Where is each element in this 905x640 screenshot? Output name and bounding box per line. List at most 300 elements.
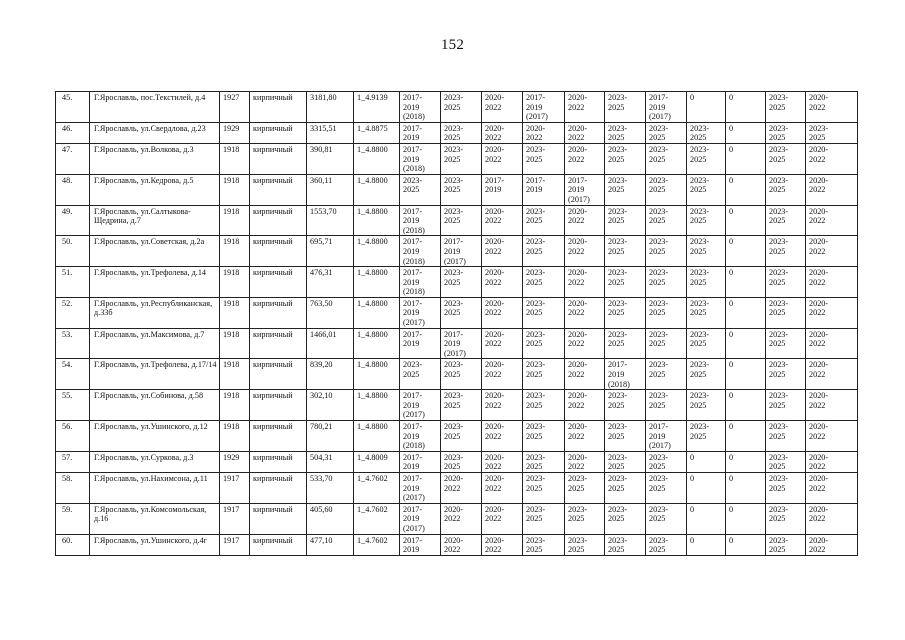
address-text: Г.Ярославль, ул.Трефолева, д.14 [94, 268, 207, 278]
cell-period-col-2 [441, 92, 482, 123]
cell-year-built [220, 267, 250, 298]
period-col-11-text: 2020- 2022 [809, 144, 829, 164]
period-col-6-text: 2023- 2025 [608, 237, 628, 256]
cell-period-col-4 [523, 236, 565, 267]
cell-period-col-6 [605, 174, 646, 205]
area-text: 1553,70 [310, 206, 337, 216]
period-col-7-text: 2023- 2025 [649, 329, 669, 349]
cell-period-col-7 [646, 267, 687, 298]
period-col-10-text: 2023- 2025 [769, 123, 789, 143]
cell-year-built [220, 534, 250, 555]
period-col-8-text: 0 [690, 452, 695, 462]
cell-period-col-11 [806, 359, 858, 390]
cell-code [354, 297, 400, 328]
cell-period-col-6 [605, 297, 646, 328]
period-col-4-text: 2023- 2025 [526, 144, 546, 164]
period-col-8-text: 0 [690, 504, 695, 514]
cell-wall-material [250, 390, 307, 421]
cell-period-col-5 [565, 328, 605, 359]
cell-period-col-7 [646, 122, 687, 143]
cell-area [307, 534, 354, 555]
cell-period-col-4 [523, 174, 565, 205]
address-text: Г.Ярославль, ул.Трефолева, д.17/14 [94, 360, 217, 370]
period-col-2-text: 2023- 2025 [444, 144, 464, 164]
period-col-4-text: 2020- 2022 [526, 123, 546, 143]
period-col-6-text: 2023- 2025 [608, 329, 628, 349]
cell-address [90, 297, 220, 328]
cell-year-built [220, 205, 250, 236]
period-col-11-text: 2020- 2022 [809, 268, 829, 287]
cell-period-col-9 [726, 359, 766, 390]
cell-period-col-11 [806, 390, 858, 421]
period-col-8-text: 2023- 2025 [690, 329, 710, 349]
period-col-10-text: 2023- 2025 [769, 144, 789, 164]
code-text: 1_4.8800 [357, 391, 388, 401]
period-col-7-text: 2023- 2025 [649, 535, 669, 555]
period-col-1-text: 2017- 2019 (2018) [403, 268, 425, 297]
cell-wall-material [250, 92, 307, 123]
period-col-7-text: 2017- 2019 (2017) [649, 93, 671, 122]
cell-period-col-5 [565, 390, 605, 421]
cell-year-built [220, 390, 250, 421]
cell-period-col-8 [687, 205, 726, 236]
cell-period-col-10 [766, 328, 806, 359]
period-col-4-text: 2023- 2025 [526, 391, 546, 410]
cell-period-col-10 [766, 451, 806, 472]
cell-year-built [220, 122, 250, 143]
cell-period-col-8 [687, 359, 726, 390]
cell-address [90, 205, 220, 236]
area-text: 3181,80 [310, 93, 337, 102]
period-col-3-text: 2020- 2022 [485, 391, 505, 410]
period-col-2-text: 2017- 2019 (2017) [444, 329, 466, 358]
address-text: Г.Ярославль, ул.Комсомольская, д.16 [94, 504, 207, 524]
period-col-8-text: 2023- 2025 [690, 123, 710, 143]
period-col-1-text: 2023- 2025 [403, 360, 423, 380]
cell-period-col-7 [646, 390, 687, 421]
period-col-1-text: 2017- 2019 (2018) [403, 237, 425, 266]
period-col-5-text: 2017- 2019 (2017) [568, 175, 590, 204]
period-col-9-text: 0 [729, 329, 734, 339]
cell-period-col-3 [482, 503, 523, 534]
period-col-9-text: 0 [729, 360, 734, 370]
row-number-text: 45. [62, 93, 73, 102]
cell-period-col-2 [441, 328, 482, 359]
period-col-10-text: 2023- 2025 [769, 237, 789, 256]
period-col-1-text: 2017- 2019 (2018) [403, 93, 425, 122]
wall-material-text: кирпичный [253, 175, 293, 185]
period-col-2-text: 2023- 2025 [444, 360, 464, 380]
period-col-4-text: 2023- 2025 [526, 473, 546, 493]
period-col-6-text: 2023- 2025 [608, 93, 628, 112]
wall-material-text: кирпичный [253, 452, 293, 462]
code-text: 1_4.8800 [357, 144, 388, 154]
cell-period-col-7 [646, 421, 687, 452]
cell-period-col-7 [646, 92, 687, 123]
cell-row-number [56, 472, 90, 503]
address-text: Г.Ярославль, ул.Собинова, д.58 [94, 391, 204, 401]
cell-wall-material [250, 534, 307, 555]
cell-period-col-10 [766, 503, 806, 534]
cell-period-col-5 [565, 534, 605, 555]
cell-period-col-2 [441, 534, 482, 555]
cell-period-col-9 [726, 92, 766, 123]
code-text: 1_4.8800 [357, 422, 388, 431]
cell-period-col-5 [565, 174, 605, 205]
cell-address [90, 359, 220, 390]
period-col-3-text: 2020- 2022 [485, 504, 505, 524]
cell-address [90, 143, 220, 174]
period-col-6-text: 2023- 2025 [608, 422, 628, 441]
period-col-5-text: 2020- 2022 [568, 391, 588, 410]
cell-row-number [56, 236, 90, 267]
wall-material-text: кирпичный [253, 473, 293, 483]
cell-wall-material [250, 503, 307, 534]
cell-period-col-10 [766, 359, 806, 390]
cell-period-col-5 [565, 236, 605, 267]
cell-period-col-9 [726, 421, 766, 452]
period-col-9-text: 0 [729, 237, 734, 247]
code-text: 1_4.8800 [357, 268, 388, 278]
cell-period-col-11 [806, 143, 858, 174]
cell-area [307, 122, 354, 143]
wall-material-text: кирпичный [253, 144, 293, 154]
cell-address [90, 421, 220, 452]
cell-row-number [56, 143, 90, 174]
cell-code [354, 174, 400, 205]
cell-period-col-2 [441, 267, 482, 298]
cell-code [354, 328, 400, 359]
period-col-4-text: 2023- 2025 [526, 329, 546, 349]
period-col-7-text: 2023- 2025 [649, 206, 669, 226]
cell-period-col-10 [766, 174, 806, 205]
cell-period-col-3 [482, 390, 523, 421]
address-text: Г.Ярославль, ул.Свердлова, д.23 [94, 123, 206, 133]
year-built-text: 1918 [223, 360, 240, 370]
period-col-10-text: 2023- 2025 [769, 504, 789, 524]
cell-period-col-7 [646, 205, 687, 236]
period-col-7-text: 2023- 2025 [649, 237, 669, 256]
period-col-1-text: 2017- 2019 [403, 329, 423, 349]
address-text: Г.Ярославль, ул.Суркова, д.3 [94, 452, 194, 462]
cell-year-built [220, 328, 250, 359]
table-row [56, 205, 858, 236]
period-col-1-text: 2017- 2019 (2018) [403, 422, 425, 451]
cell-period-col-8 [687, 421, 726, 452]
cell-period-col-2 [441, 421, 482, 452]
cell-wall-material [250, 421, 307, 452]
period-col-2-text: 2020- 2022 [444, 504, 464, 524]
year-built-text: 1917 [223, 473, 240, 483]
cell-period-col-4 [523, 359, 565, 390]
period-col-10-text: 2023- 2025 [769, 452, 789, 472]
period-col-4-text: 2023- 2025 [526, 268, 546, 287]
period-col-2-text: 2023- 2025 [444, 206, 464, 226]
cell-period-col-4 [523, 472, 565, 503]
cell-period-col-1 [400, 267, 441, 298]
wall-material-text: кирпичный [253, 391, 293, 401]
cell-period-col-11 [806, 267, 858, 298]
code-text: 1_4.7602 [357, 535, 388, 545]
period-col-6-text: 2023- 2025 [608, 391, 628, 410]
area-text: 360,11 [310, 175, 333, 185]
period-col-1-text: 2017- 2019 (2017) [403, 473, 425, 503]
cell-address [90, 503, 220, 534]
cell-period-col-1 [400, 503, 441, 534]
cell-period-col-7 [646, 503, 687, 534]
period-col-10-text: 2023- 2025 [769, 268, 789, 287]
cell-period-col-10 [766, 143, 806, 174]
period-col-3-text: 2020- 2022 [485, 422, 505, 441]
cell-period-col-5 [565, 421, 605, 452]
cell-wall-material [250, 328, 307, 359]
wall-material-text: кирпичный [253, 360, 293, 370]
table-row [56, 328, 858, 359]
cell-period-col-7 [646, 297, 687, 328]
cell-wall-material [250, 297, 307, 328]
cell-period-col-6 [605, 236, 646, 267]
cell-period-col-2 [441, 390, 482, 421]
table-row [56, 143, 858, 174]
cell-period-col-3 [482, 174, 523, 205]
cell-row-number [56, 328, 90, 359]
period-col-2-text: 2023- 2025 [444, 268, 464, 287]
cell-area [307, 421, 354, 452]
cell-period-col-9 [726, 503, 766, 534]
cell-period-col-10 [766, 297, 806, 328]
code-text: 1_4.7602 [357, 473, 388, 483]
cell-period-col-6 [605, 503, 646, 534]
cell-period-col-4 [523, 534, 565, 555]
cell-address [90, 534, 220, 555]
period-col-5-text: 2020- 2022 [568, 329, 588, 349]
cell-period-col-10 [766, 122, 806, 143]
wall-material-text: кирпичный [253, 504, 293, 514]
period-col-8-text: 2023- 2025 [690, 391, 710, 410]
cell-code [354, 421, 400, 452]
cell-period-col-7 [646, 143, 687, 174]
period-col-11-text: 2020- 2022 [809, 422, 829, 441]
year-built-text: 1917 [223, 504, 240, 514]
cell-period-col-11 [806, 236, 858, 267]
period-col-9-text: 0 [729, 298, 734, 308]
cell-period-col-5 [565, 122, 605, 143]
cell-period-col-2 [441, 122, 482, 143]
cell-wall-material [250, 174, 307, 205]
period-col-3-text: 2020- 2022 [485, 535, 505, 555]
period-col-7-text: 2023- 2025 [649, 504, 669, 524]
period-col-6-text: 2023- 2025 [608, 452, 628, 472]
cell-period-col-10 [766, 534, 806, 555]
cell-period-col-9 [726, 143, 766, 174]
address-text: Г.Ярославль, ул.Ушинского, д.12 [94, 422, 208, 431]
area-text: 390,81 [310, 144, 333, 154]
cell-wall-material [250, 205, 307, 236]
period-col-10-text: 2023- 2025 [769, 473, 789, 493]
cell-period-col-5 [565, 359, 605, 390]
row-number-text: 52. [62, 298, 73, 308]
period-col-5-text: 2020- 2022 [568, 93, 588, 112]
cell-row-number [56, 205, 90, 236]
table-row [56, 503, 858, 534]
period-col-7-text: 2023- 2025 [649, 268, 669, 287]
period-col-8-text: 2023- 2025 [690, 144, 710, 164]
cell-period-col-8 [687, 267, 726, 298]
period-col-3-text: 2017- 2019 [485, 175, 505, 195]
year-built-text: 1929 [223, 452, 240, 462]
period-col-8-text: 2023- 2025 [690, 268, 710, 287]
wall-material-text: кирпичный [253, 123, 293, 133]
code-text: 1_4.8800 [357, 175, 388, 185]
cell-period-col-8 [687, 328, 726, 359]
cell-period-col-10 [766, 236, 806, 267]
period-col-10-text: 2023- 2025 [769, 298, 789, 318]
year-built-text: 1927 [223, 93, 240, 102]
period-col-6-text: 2023- 2025 [608, 268, 628, 287]
address-text: Г.Ярославль, ул.Волкова, д.3 [94, 144, 194, 154]
cell-period-col-4 [523, 503, 565, 534]
cell-period-col-3 [482, 205, 523, 236]
cell-period-col-1 [400, 205, 441, 236]
area-text: 839,20 [310, 360, 333, 370]
period-col-11-text: 2020- 2022 [809, 504, 829, 524]
cell-period-col-11 [806, 421, 858, 452]
cell-period-col-7 [646, 472, 687, 503]
address-text: Г.Ярославль, ул.Салтыкова-Щедрина, д.7 [94, 206, 191, 226]
year-built-text: 1918 [223, 206, 240, 216]
period-col-4-text: 2023- 2025 [526, 504, 546, 524]
cell-address [90, 328, 220, 359]
cell-period-col-5 [565, 451, 605, 472]
period-col-8-text: 0 [690, 93, 695, 102]
cell-period-col-6 [605, 472, 646, 503]
cell-period-col-9 [726, 451, 766, 472]
cell-area [307, 267, 354, 298]
area-text: 302,10 [310, 391, 333, 401]
period-col-6-text: 2023- 2025 [608, 535, 628, 555]
row-number-text: 51. [62, 268, 73, 278]
cell-period-col-2 [441, 472, 482, 503]
cell-period-col-4 [523, 390, 565, 421]
cell-period-col-1 [400, 534, 441, 555]
period-col-7-text: 2023- 2025 [649, 391, 669, 410]
cell-period-col-1 [400, 297, 441, 328]
cell-address [90, 92, 220, 123]
table-row [56, 472, 858, 503]
cell-code [354, 451, 400, 472]
period-col-6-text: 2023- 2025 [608, 504, 628, 524]
row-number-text: 49. [62, 206, 73, 216]
period-col-9-text: 0 [729, 535, 734, 545]
period-col-9-text: 0 [729, 391, 734, 401]
cell-code [354, 236, 400, 267]
cell-period-col-7 [646, 174, 687, 205]
period-col-8-text: 2023- 2025 [690, 237, 710, 256]
cell-period-col-1 [400, 359, 441, 390]
period-col-3-text: 2020- 2022 [485, 298, 505, 318]
area-text: 533,70 [310, 473, 333, 483]
cell-period-col-11 [806, 534, 858, 555]
period-col-8-text: 0 [690, 473, 695, 483]
cell-period-col-8 [687, 174, 726, 205]
cell-wall-material [250, 472, 307, 503]
period-col-8-text: 0 [690, 535, 695, 545]
period-col-1-text: 2023- 2025 [403, 175, 423, 195]
row-number-text: 54. [62, 360, 73, 370]
code-text: 1_4.8009 [357, 452, 388, 462]
cell-period-col-1 [400, 472, 441, 503]
period-col-9-text: 0 [729, 452, 734, 462]
cell-row-number [56, 359, 90, 390]
period-col-4-text: 2017- 2019 (2017) [526, 93, 548, 122]
period-col-5-text: 2020- 2022 [568, 360, 588, 380]
period-col-9-text: 0 [729, 123, 734, 133]
cell-period-col-11 [806, 503, 858, 534]
period-col-5-text: 2020- 2022 [568, 452, 588, 472]
period-col-11-text: 2020- 2022 [809, 206, 829, 226]
cell-period-col-9 [726, 328, 766, 359]
cell-period-col-2 [441, 297, 482, 328]
cell-period-col-1 [400, 421, 441, 452]
period-col-11-text: 2020- 2022 [809, 452, 829, 472]
cell-year-built [220, 451, 250, 472]
period-col-2-text: 2023- 2025 [444, 452, 464, 472]
cell-area [307, 328, 354, 359]
cell-period-col-5 [565, 503, 605, 534]
cell-row-number [56, 92, 90, 123]
area-text: 3315,51 [310, 123, 337, 133]
period-col-11-text: 2020- 2022 [809, 175, 829, 195]
cell-period-col-8 [687, 143, 726, 174]
period-col-4-text: 2023- 2025 [526, 206, 546, 226]
period-col-10-text: 2023- 2025 [769, 391, 789, 410]
cell-period-col-11 [806, 297, 858, 328]
period-col-6-text: 2023- 2025 [608, 206, 628, 226]
period-col-9-text: 0 [729, 206, 734, 216]
cell-period-col-8 [687, 92, 726, 123]
period-col-6-text: 2023- 2025 [608, 144, 628, 164]
cell-period-col-6 [605, 421, 646, 452]
cell-period-col-11 [806, 92, 858, 123]
period-col-6-text: 2023- 2025 [608, 473, 628, 493]
cell-period-col-9 [726, 174, 766, 205]
cell-code [354, 534, 400, 555]
period-col-7-text: 2023- 2025 [649, 123, 669, 143]
cell-period-col-4 [523, 92, 565, 123]
cell-wall-material [250, 236, 307, 267]
year-built-text: 1917 [223, 535, 240, 545]
period-col-5-text: 2023- 2025 [568, 504, 588, 524]
year-built-text: 1918 [223, 144, 240, 154]
cell-period-col-3 [482, 122, 523, 143]
period-col-8-text: 2023- 2025 [690, 298, 710, 318]
cell-area [307, 451, 354, 472]
period-col-9-text: 0 [729, 473, 734, 483]
period-col-1-text: 2017- 2019 (2017) [403, 504, 425, 533]
cell-area [307, 472, 354, 503]
cell-period-col-4 [523, 205, 565, 236]
code-text: 1_4.8875 [357, 123, 388, 133]
cell-period-col-6 [605, 92, 646, 123]
area-text: 780,21 [310, 422, 333, 431]
cell-period-col-3 [482, 143, 523, 174]
cell-period-col-1 [400, 122, 441, 143]
cell-area [307, 359, 354, 390]
period-col-2-text: 2020- 2022 [444, 535, 464, 555]
wall-material-text: кирпичный [253, 237, 293, 247]
period-col-2-text: 2023- 2025 [444, 93, 464, 112]
table-row [56, 297, 858, 328]
